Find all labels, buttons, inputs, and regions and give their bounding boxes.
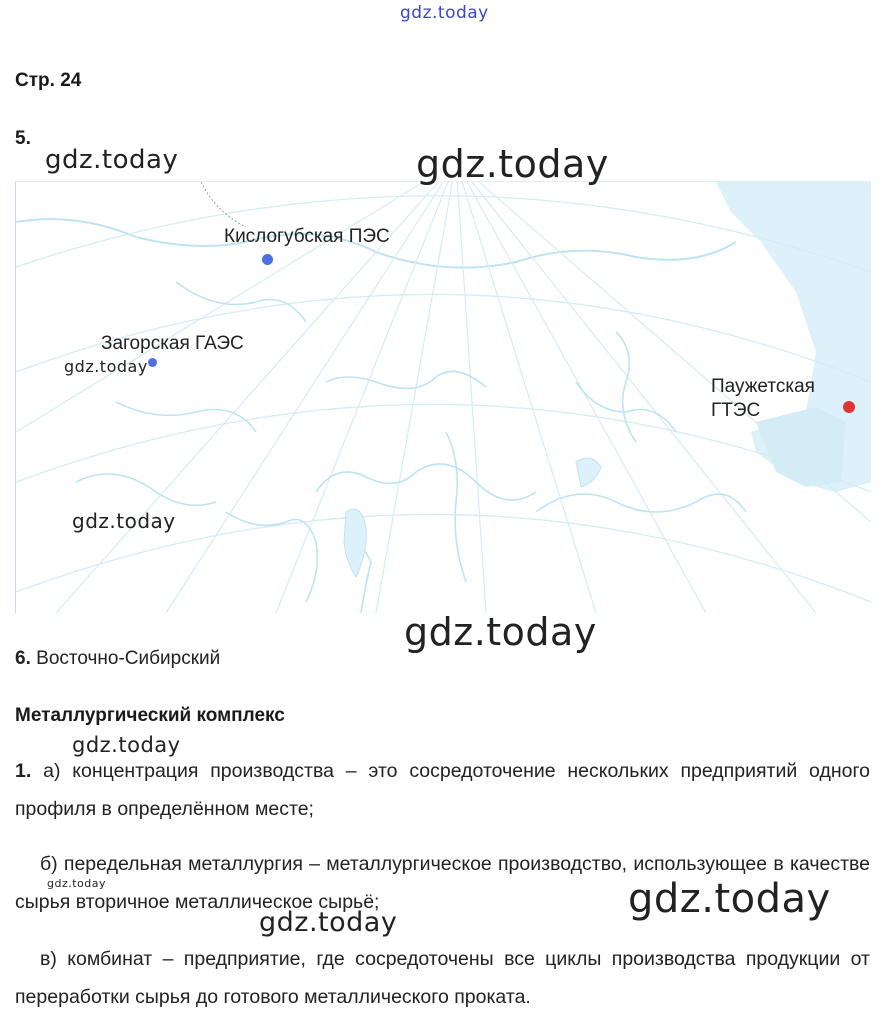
label-zagorskaya: Загорская ГАЭС: [101, 333, 244, 354]
watermark-middle: gdz.today: [259, 907, 398, 938]
label-pauzhetskaya-line2: ГТЭС: [711, 400, 761, 421]
task6-answer: Восточно-Сибирский: [36, 648, 221, 669]
task6: [15, 648, 220, 670]
task1-item-a: а) концентрация производства – это сосредоточение нескольких предприятий одного профиля в определённом месте;: [15, 760, 870, 820]
watermark-large-right: gdz.today: [628, 876, 831, 922]
task6-number: 6.: [15, 648, 31, 669]
marker-kislogubskaya: [262, 254, 273, 265]
section-title: Металлургический комплекс: [15, 705, 285, 726]
watermark-map-top-center: gdz.today: [416, 142, 609, 186]
watermark-top: gdz.today: [400, 3, 489, 23]
task1-number: 1.: [15, 760, 32, 782]
task1-item-b: б) передельная металлургия – металлургическое производство, использующее в качестве сырья вторичное металлическое сырьё;: [15, 853, 870, 913]
task1-paragraph-a: [15, 752, 870, 828]
watermark-map-mid-left: gdz.today: [64, 357, 148, 376]
kamchatka-sea: [756, 407, 846, 487]
watermark-tiny: gdz.today: [47, 877, 107, 890]
task5-number: 5.: [15, 128, 31, 149]
marker-zagorskaya: [148, 358, 157, 367]
task1-item-c: в) комбинат – предприятие, где сосредоточены все циклы производства продукции от переработки сырья до готового металлического проката.: [15, 948, 870, 1008]
marker-pauzhetskaya: [843, 401, 855, 413]
watermark-section: gdz.today: [72, 733, 181, 757]
watermark-below-map: gdz.today: [404, 610, 597, 654]
label-kislogubskaya: Кислогубская ПЭС: [224, 226, 390, 247]
label-pauzhetskaya-line1: Паужетская: [711, 376, 815, 397]
page-label: Стр. 24: [15, 70, 82, 91]
watermark-map-top-left: gdz.today: [45, 145, 179, 175]
contour-map: [15, 181, 871, 613]
watermark-map-lower-left: gdz.today: [72, 509, 176, 533]
